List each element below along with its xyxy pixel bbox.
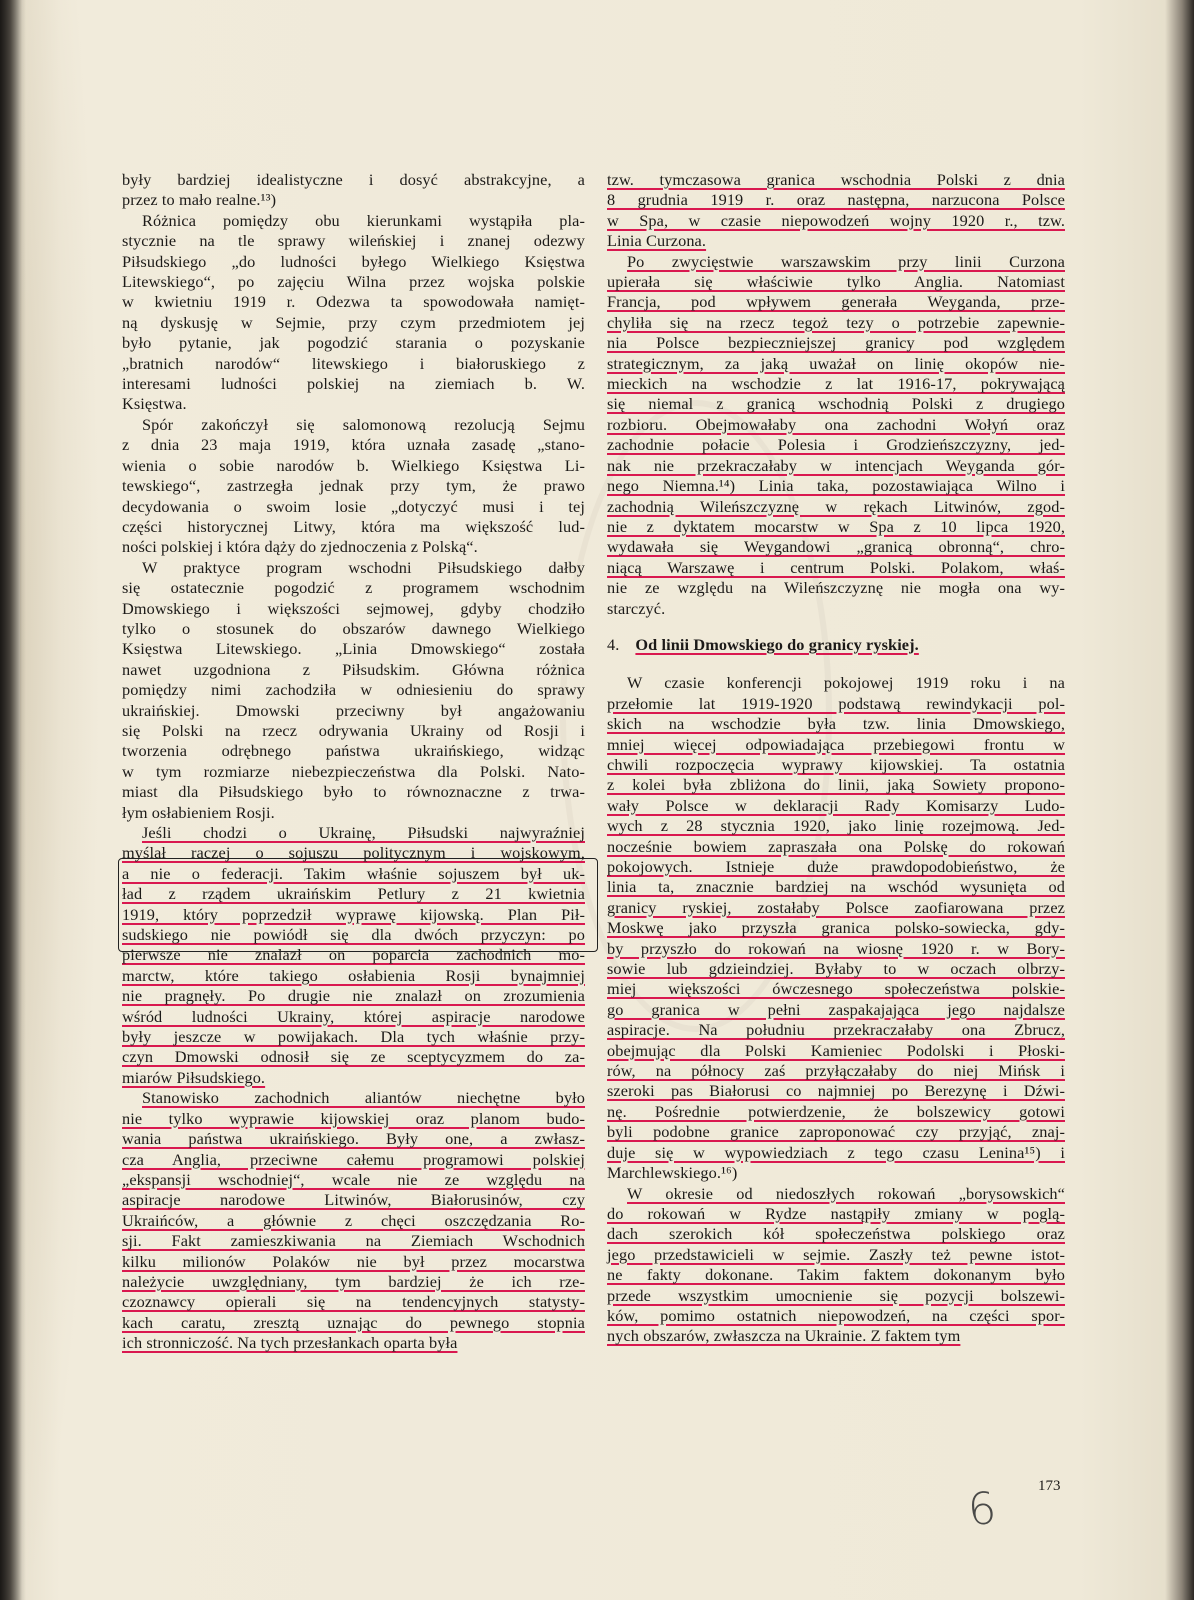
text-line: granicy ryskiej, zostałaby Polsce zaofiarowana przez: [607, 897, 1065, 917]
text-line: Księstwa.: [122, 394, 187, 414]
paragraph: [122, 1088, 585, 1353]
text-line: pomiędzy nimi zachodziła w odniesieniu do sprawy: [122, 680, 585, 700]
handwritten-page-mark: 6: [965, 1482, 999, 1537]
text-line: były jeszcze w powijakach. Dla tych właśnie przy-: [122, 1027, 585, 1047]
text-line: się niemal z granicą wschodnią Polski z drugiego: [607, 394, 1065, 414]
paragraph: [122, 211, 585, 415]
text-line: Różnica pomiędzy obu kierunkami wystąpiła pla-: [142, 210, 585, 230]
text-line: ład z rządem ukraińskim Petlury z 21 kwietnia: [122, 884, 585, 904]
text-line: mieckich na wschodzie z lat 1916-17, pokrywającą: [607, 374, 1065, 394]
text-line: czyn Dmowski odnosił się ze sceptycyzmem do za-: [122, 1047, 585, 1067]
text-line: Moskwę jako przyszła granica polsko-sowiecka, gdy-: [607, 918, 1065, 938]
text-line: do rokowań w Rydze nastąpiły zmiany w poglą-: [607, 1203, 1065, 1223]
text-line: tylko o stosunek do obszarów dawnego Wielkiego: [122, 618, 585, 638]
text-line: decydowania o swoim losie „dotyczyć musi i tej: [122, 496, 585, 516]
text-line: by przyszło do rokowań na wiosnę 1920 r. w Bory-: [607, 938, 1065, 958]
text-line: cza Anglia, przeciwne całemu programowi polskiej: [122, 1149, 585, 1169]
text-line: aspiracje. Na południu przekraczałaby ona Zbrucz,: [607, 1020, 1065, 1040]
text-line: stycznie na tle sprawy wileńskiej i znanej odezwy: [122, 231, 585, 251]
text-line: Po zwycięstwie warszawskim przy linii Curzona: [627, 251, 1065, 271]
text-line: zachodnie połacie Polesia i Grodzieńszczyzny, jed-: [607, 435, 1065, 455]
text-line: marctw, które takiego osłabienia Rosji bynajmniej: [122, 965, 585, 985]
text-line: wśród ludności Ukrainy, której aspiracje narodowe: [122, 1006, 585, 1026]
text-line: „bratnich narodów“ litewskiego i białoruskiego z: [122, 353, 585, 373]
text-line: go granica w pełni zaspakajająca jego najdalsze: [607, 999, 1065, 1019]
paragraph: [122, 415, 585, 558]
text-line: pokojowych. Istnieje duże prawdopodobieństwo, że: [607, 857, 1065, 876]
text-line: Francja, pod wpływem generała Weyganda, prze-: [607, 292, 1065, 312]
text-line: przede wszystkim umocnienie się pozycji bolszewi-: [607, 1285, 1065, 1305]
text-line: nych obszarów, zwłaszcza na Ukrainie. Z faktem tym: [607, 1326, 961, 1346]
text-line: ne fakty dokonane. Takim faktem dokonanym było: [607, 1265, 1065, 1285]
text-line: ków, pomimo ostatnich niepowodzeń, na części spor-: [607, 1305, 1065, 1325]
paragraph: [607, 673, 1065, 1183]
text-line: obejmując dla Polski Kamieniec Podolski i Płoski-: [607, 1040, 1065, 1060]
text-line: nie pragnęły. Po drugie nie znalazł on zrozumienia: [122, 986, 585, 1006]
text-line: Ukraińców, a głównie z chęci oszczędzania Ro-: [122, 1210, 585, 1230]
page-number: 173: [1038, 1478, 1061, 1494]
paper-stain: [20, 0, 100, 1600]
paragraph: [122, 558, 585, 823]
text-line: W okresie od niedoszłych rokowań „borysowskich“: [627, 1183, 1065, 1203]
text-line: w tym rozmiarze niebezpieczeństwa dla Polski. Nato-: [122, 761, 585, 781]
text-line: miast dla Piłsudskiego było to równoznaczne z trwa-: [122, 782, 585, 802]
text-line: skich na wschodzie była tzw. linia Dmowskiego,: [607, 714, 1065, 734]
text-line: wydawała się Weygandowi „granicą obronną“, chro-: [607, 537, 1065, 557]
paragraph: [607, 252, 1065, 619]
text-line: byli podobne granice zaproponować czy przyjąć, znaj-: [607, 1122, 1065, 1142]
text-line: były bardziej idealistyczne i dosyć abstrakcyjne, a: [122, 170, 585, 189]
text-line: tworzenia odrębnego państwa ukraińskiego, widząc: [122, 741, 585, 761]
text-line: sji. Fakt zamieszkiwania na Ziemiach Wschodnich: [122, 1231, 585, 1251]
text-line: Linia Curzona.: [607, 231, 707, 251]
text-line: Spór zakończył się salomonową rezolucją Sejmu: [142, 414, 585, 434]
left-text-column: [122, 170, 585, 1354]
paragraph: [122, 170, 585, 211]
text-line: myślał raczej o sojuszu politycznym i wojskowym,: [122, 843, 585, 863]
text-line: szeroki pas Białorusi co najmniej po Berezynę i Dźwi-: [607, 1081, 1065, 1101]
text-line: Piłsudskiego „do ludności byłego Wielkiego Księstwa: [122, 251, 585, 271]
text-line: z dnia 23 maja 1919, która uznała zasadę „stano-: [122, 435, 585, 455]
text-line: nie z dyktatem mocarstw w Spa z 10 lipca 1920,: [607, 516, 1065, 536]
text-line: ich stronniczość. Na tych przesłankach oparta była: [122, 1333, 458, 1353]
text-line: Dmowskiego i większości sejmowej, gdyby chodziło: [122, 598, 585, 618]
text-line: dach szerokich kół społeczeństwa polskiego oraz: [607, 1224, 1065, 1244]
section-heading: [607, 635, 1065, 655]
text-line: wały Polsce w deklaracji Rady Komisarzy Ludo-: [607, 795, 1065, 815]
text-line: aspiracje narodowe Litwinów, Białorusinów, czy: [122, 1190, 585, 1210]
text-line: wych z 28 stycznia 1920, jako linię rozejmową. Jed-: [607, 816, 1065, 836]
text-line: wienia o sobie narodów b. Wielkiego Księstwa Li-: [122, 455, 585, 475]
text-line: nia Polsce bezpieczniejszej granicy pod względem: [607, 333, 1065, 353]
text-line: a nie o federacji. Takim właśnie sojuszem był uk-: [122, 863, 585, 883]
text-line: należycie uwzględniany, tym bardziej że ich rze-: [122, 1271, 585, 1291]
text-line: starczyć.: [607, 598, 666, 618]
text-line: rów, na północy zaś przyłączałaby do niej Mińsk i: [607, 1061, 1065, 1081]
text-line: 1919, który poprzedził wyprawę kijowską. Plan Pił-: [122, 904, 585, 924]
text-line: 8 grudnia 1919 r. oraz następna, narzucona Polsce: [607, 190, 1065, 210]
text-line: strategicznym, za jaką uważał on linię okopów nie-: [607, 353, 1065, 373]
text-line: ności polskiej i która dąży do zjednoczenia z Polską“.: [122, 537, 478, 557]
text-line: jego przedstawicieli w sejmie. Zaszły też pewne istot-: [607, 1244, 1065, 1264]
text-line: sowie lub gdzieindziej. Byłaby to w oczach olbrzy-: [607, 959, 1065, 979]
text-line: „ekspansji wschodniej“, wcale nie ze względu na: [122, 1169, 585, 1189]
text-line: mniej więcej odpowiadająca przebiegowi frontu w: [607, 734, 1065, 754]
text-line: Marchlewskiego.¹⁶): [607, 1163, 738, 1183]
text-line: z kolei była zbliżona do linii, jaką Sowiety propono-: [607, 775, 1065, 795]
pencil-bracket-mark: [118, 858, 598, 952]
section-number: 4.: [607, 634, 620, 654]
text-line: Jeśli chodzi o Ukrainę, Piłsudski najwyraźniej: [142, 823, 585, 842]
text-line: Stanowisko zachodnich aliantów niechętne było: [142, 1088, 585, 1108]
text-line: przełomie lat 1919-1920 podstawą rewindykacji pol-: [607, 693, 1065, 713]
text-line: nocześnie bowiem zapraszała ona Polskę do rokowań: [607, 836, 1065, 856]
right-text-column: [607, 170, 1065, 1347]
text-line: duje się w wypowiedziach z tego czasu Lenina¹⁵) i: [607, 1142, 1065, 1162]
text-line: linia ta, znacznie bardziej na wschód wysunięta od: [607, 877, 1065, 897]
text-line: ną dyskusję w Sejmie, przy czym przedmiotem jej: [122, 312, 585, 332]
text-line: w Spa, w czasie niepowodzeń wojny 1920 r., tzw.: [607, 210, 1065, 230]
text-line: nawet uzgodniona z Piłsudskim. Główna różnica: [122, 659, 585, 679]
text-line: zachodnią Wileńszczyznę w rękach Litwinów, zgod-: [607, 496, 1065, 516]
text-line: chyliła się na rzecz tegoż tezy o potrzebie zapewnie-: [607, 312, 1065, 332]
text-line: nie ze względu na Wileńszczyznę nie mogła ona wy-: [607, 578, 1065, 598]
text-line: czoznawcy opierali się na tendencyjnych statysty-: [122, 1292, 585, 1312]
text-line: chwili rozpoczęcia wyprawy kijowskiej. Ta ostatnia: [607, 754, 1065, 774]
text-line: nego Niemna.¹⁴) Linia taka, pozostawiająca Wilno i: [607, 476, 1065, 496]
paragraph: [607, 1184, 1065, 1347]
text-line: W czasie konferencji pokojowej 1919 roku i na: [627, 673, 1065, 693]
text-line: pierwsze nie znalazł on poparcia zachodnich mo-: [122, 945, 585, 965]
text-line: miarów Piłsudskiego.: [122, 1067, 266, 1087]
section-title: Od linii Dmowskiego do granicy ryskiej.: [635, 634, 919, 654]
text-line: Litewskiego“, po zajęciu Wilna przez wojska polskie: [122, 272, 585, 292]
text-line: upierała się właściwie tylko Anglia. Natomiast: [607, 272, 1065, 292]
text-line: rozbioru. Obejmowałaby ona zachodni Wołyń oraz: [607, 414, 1065, 434]
text-line: się Polski na rzecz odrywania Ukrainy od Rosji i: [122, 720, 585, 740]
text-line: niącą Warszawę i centrum Polski. Polakom, właś-: [607, 557, 1065, 577]
text-line: tewskiego“, zastrzegła jednak przy tym, że prawo: [122, 476, 585, 496]
paragraph: [607, 170, 1065, 252]
text-line: miej większości ówczesnego społeczeństwa polskie-: [607, 979, 1065, 999]
text-line: ukraińskiej. Dmowski przeciwny był angażowaniu: [122, 700, 585, 720]
text-line: nę. Pośrednie potwierdzenie, że bolszewicy gotowi: [607, 1101, 1065, 1121]
text-line: interesami ludności polskiej na ziemiach b. W.: [122, 374, 585, 394]
text-line: wania państwa ukraińskiego. Były one, a zwłasz-: [122, 1129, 585, 1149]
text-line: tzw. tymczasowa granica wschodnia Polski z dnia: [607, 170, 1065, 189]
text-line: kilku milionów Polaków nie był przez mocarstwa: [122, 1251, 585, 1271]
text-line: było pytanie, jak pogodzić starania o pozyskanie: [122, 333, 585, 353]
text-line: nie tylko wyprawie kijowskiej oraz planom budo-: [122, 1108, 585, 1128]
text-line: sudskiego nie powiódł się dla dwóch przyczyn: po: [122, 925, 585, 945]
text-line: W praktyce program wschodni Piłsudskiego dałby: [142, 557, 585, 577]
text-line: nak nie przekraczałaby w intencjach Weyganda gór-: [607, 455, 1065, 475]
text-line: łym osłabieniem Rosji.: [122, 802, 275, 822]
text-line: się ostatecznie pogodzić z programem wschodnim: [122, 578, 585, 598]
text-line: kach caratu, zresztą uznając do pewnego stopnia: [122, 1312, 585, 1332]
text-line: przez to mało realne.¹³): [122, 190, 277, 210]
text-line: części historycznej Litwy, która ma większość lud-: [122, 516, 585, 536]
text-line: w kwietniu 1919 r. Odezwa ta spowodowała namięt-: [122, 292, 585, 312]
text-line: Księstwa Litewskiego. „Linia Dmowskiego“ została: [122, 639, 585, 659]
